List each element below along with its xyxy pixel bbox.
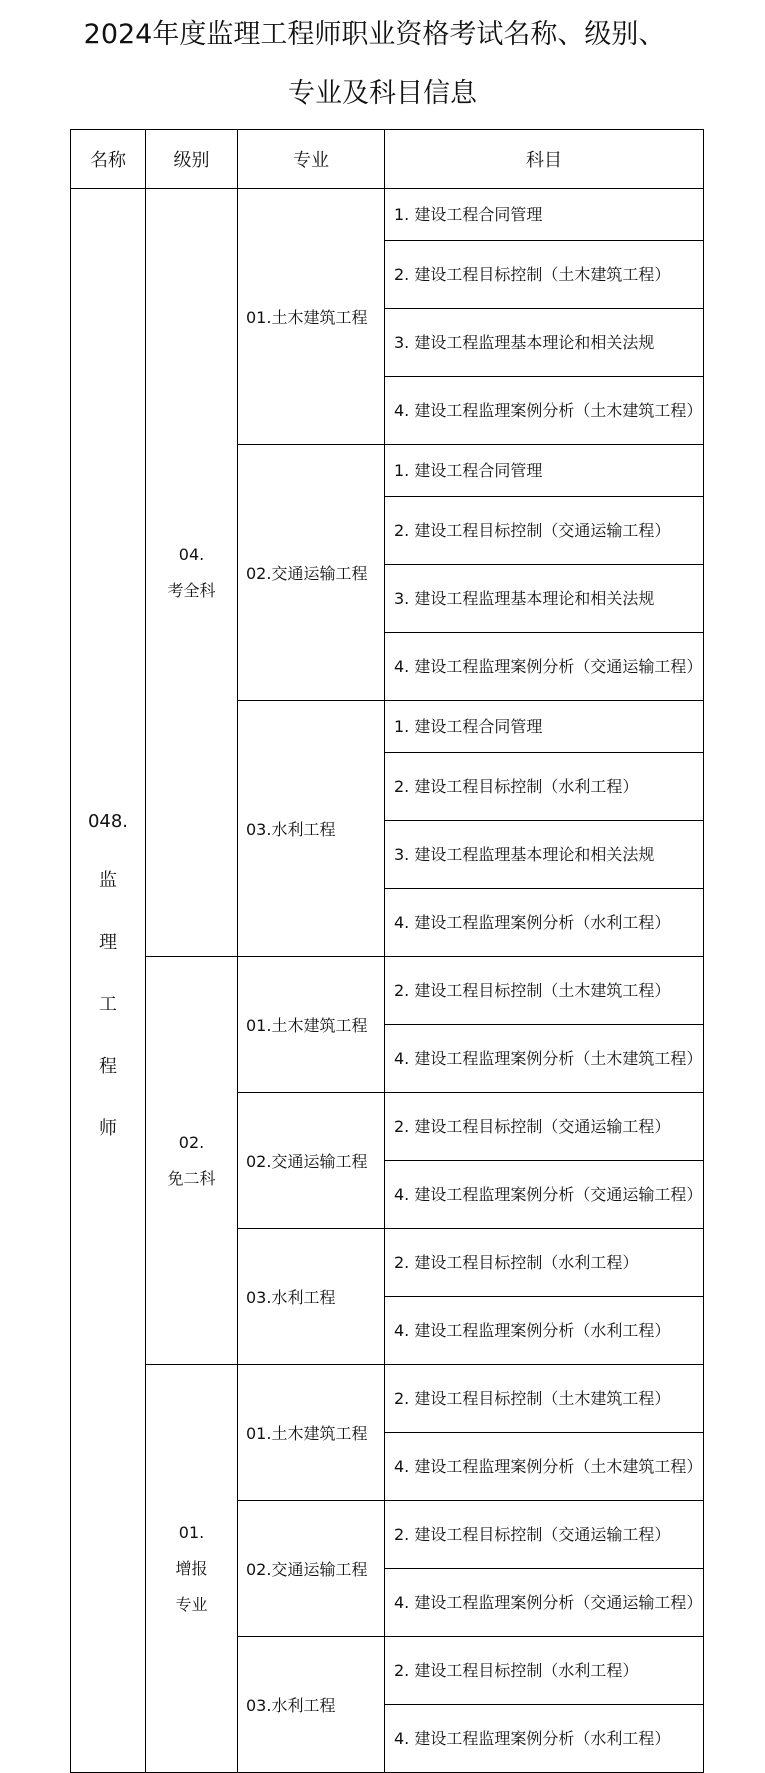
subject-label: 1. 建设工程合同管理: [394, 461, 543, 480]
name-cell: [71, 189, 146, 1773]
major-label: 03.水利工程: [246, 1696, 336, 1715]
major-cell: [238, 1637, 385, 1773]
subject-cell: [385, 1025, 704, 1093]
subject-label: 3. 建设工程监理基本理论和相关法规: [394, 333, 655, 352]
major-cell: [238, 701, 385, 957]
subject-label: 4. 建设工程监理案例分析（土木建筑工程）: [394, 1457, 703, 1476]
subject-label: 4. 建设工程监理案例分析（土木建筑工程）: [394, 1049, 703, 1068]
subject-label: 2. 建设工程目标控制（交通运输工程）: [394, 1525, 671, 1544]
name-char: 监: [99, 869, 117, 891]
subject-label: 4. 建设工程监理案例分析（水利工程）: [394, 1321, 671, 1340]
level-label-line1: 01.: [178, 1522, 205, 1542]
table-row: [71, 957, 704, 1025]
subject-label: 1. 建设工程合同管理: [394, 205, 543, 224]
subject-cell: [385, 377, 704, 445]
subject-label: 1. 建设工程合同管理: [394, 717, 543, 736]
header-level: 级别: [146, 130, 238, 189]
table-row: [71, 1365, 704, 1433]
subject-label: 4. 建设工程监理案例分析（土木建筑工程）: [394, 401, 703, 420]
subject-cell: [385, 1161, 704, 1229]
level-label-line2: 免二科: [167, 1168, 216, 1188]
major-label: 01.土木建筑工程: [246, 1424, 368, 1443]
level-cell: [146, 1365, 238, 1773]
subject-label: 2. 建设工程目标控制（水利工程）: [394, 1253, 639, 1272]
name-char: 程: [99, 1055, 117, 1077]
level-label-line2: 增报: [175, 1558, 208, 1578]
major-cell: [238, 957, 385, 1093]
subject-cell: [385, 565, 704, 633]
subject-cell: [385, 1297, 704, 1365]
subject-label: 2. 建设工程目标控制（土木建筑工程）: [394, 265, 671, 284]
subject-label: 4. 建设工程监理案例分析（水利工程）: [394, 1729, 671, 1748]
name-char: 师: [99, 1117, 117, 1139]
name-char: 工: [99, 993, 117, 1015]
level-label-line3: 专业: [175, 1594, 208, 1614]
subject-cell: [385, 701, 704, 753]
subject-cell: [385, 1093, 704, 1161]
subject-cell: [385, 1365, 704, 1433]
major-label: 01.土木建筑工程: [246, 308, 368, 327]
subject-label: 2. 建设工程目标控制（交通运输工程）: [394, 521, 671, 540]
subject-label: 2. 建设工程目标控制（交通运输工程）: [394, 1117, 671, 1136]
subject-label: 3. 建设工程监理基本理论和相关法规: [394, 845, 655, 864]
major-label: 03.水利工程: [246, 1288, 336, 1307]
exam-info-table: [70, 129, 704, 1773]
subject-cell: [385, 1229, 704, 1297]
name-code: 048.: [87, 810, 129, 832]
subject-cell: [385, 753, 704, 821]
subject-cell: [385, 957, 704, 1025]
subject-label: 3. 建设工程监理基本理论和相关法规: [394, 589, 655, 608]
level-label-line1: 04.: [178, 544, 205, 564]
subject-label: 2. 建设工程目标控制（水利工程）: [394, 1661, 639, 1680]
name-vertical-text: [71, 802, 145, 1160]
major-label: 03.水利工程: [246, 820, 336, 839]
subject-cell: [385, 1705, 704, 1773]
subject-label: 4. 建设工程监理案例分析（交通运输工程）: [394, 1593, 703, 1612]
subject-cell: [385, 821, 704, 889]
subject-cell: [385, 241, 704, 309]
major-cell: [238, 1501, 385, 1637]
document-title-line2: 专业及科目信息: [288, 78, 477, 109]
level-cell: [146, 957, 238, 1365]
major-cell: [238, 445, 385, 701]
major-label: 02.交通运输工程: [246, 1152, 368, 1171]
major-cell: [238, 1365, 385, 1501]
table-header-row: [71, 130, 704, 189]
major-label: 01.土木建筑工程: [246, 1016, 368, 1035]
subject-cell: [385, 189, 704, 241]
subject-label: 4. 建设工程监理案例分析（水利工程）: [394, 913, 671, 932]
name-char: 理: [99, 931, 117, 953]
major-cell: [238, 189, 385, 445]
subject-cell: [385, 445, 704, 497]
level-label-line1: 02.: [178, 1132, 205, 1152]
subject-cell: [385, 889, 704, 957]
major-label: 02.交通运输工程: [246, 564, 368, 583]
subject-label: 2. 建设工程目标控制（土木建筑工程）: [394, 1389, 671, 1408]
subject-label: 2. 建设工程目标控制（水利工程）: [394, 777, 639, 796]
major-cell: [238, 1229, 385, 1365]
subject-label: 2. 建设工程目标控制（土木建筑工程）: [394, 981, 671, 1000]
major-label: 02.交通运输工程: [246, 1560, 368, 1579]
level-label-line2: 考全科: [167, 580, 216, 600]
subject-label: 4. 建设工程监理案例分析（交通运输工程）: [394, 1185, 703, 1204]
subject-cell: [385, 1501, 704, 1569]
document-title-line1: 2024年度监理工程师职业资格考试名称、级别、: [83, 19, 666, 50]
subject-cell: [385, 633, 704, 701]
table-row: [71, 189, 704, 241]
subject-cell: [385, 309, 704, 377]
level-cell: [146, 189, 238, 957]
subject-cell: [385, 1637, 704, 1705]
header-major: 专业: [238, 130, 385, 189]
subject-cell: [385, 1569, 704, 1637]
subject-cell: [385, 497, 704, 565]
major-cell: [238, 1093, 385, 1229]
header-subject: 科目: [385, 130, 704, 189]
table-body: [71, 189, 704, 1773]
subject-label: 4. 建设工程监理案例分析（交通运输工程）: [394, 657, 703, 676]
subject-cell: [385, 1433, 704, 1501]
header-name: 名称: [71, 130, 146, 189]
